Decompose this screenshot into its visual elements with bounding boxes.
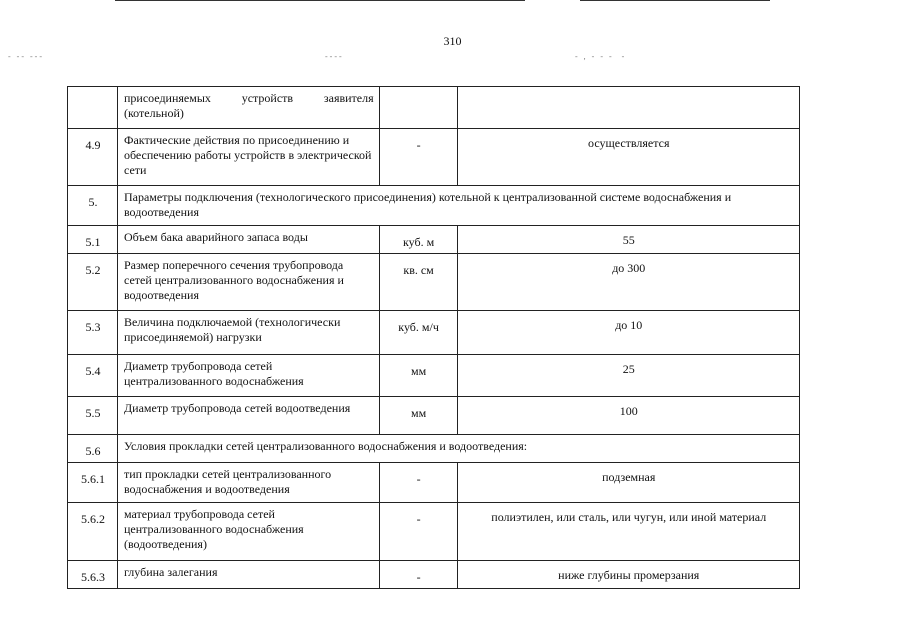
row-number: 5.6.3 bbox=[68, 561, 118, 589]
scan-edge-line bbox=[115, 0, 525, 1]
page-number: 310 bbox=[443, 34, 462, 48]
value-cell: осуществляется bbox=[457, 129, 799, 186]
parameter-name: присоединяемых устройств заявителя (котельной) bbox=[117, 87, 379, 129]
parameter-name: тип прокладки сетей централизованного водоснабжения и водоотведения bbox=[117, 463, 379, 503]
unit-cell bbox=[379, 87, 457, 129]
row-number: 5.6.1 bbox=[68, 463, 118, 503]
value-cell: до 10 bbox=[457, 311, 799, 355]
table-row bbox=[68, 87, 800, 129]
parameter-name: глубина залегания bbox=[117, 561, 379, 589]
table-row bbox=[68, 397, 800, 435]
table-row bbox=[68, 561, 800, 589]
unit-cell: - bbox=[379, 129, 457, 186]
unit-cell: кв. см bbox=[379, 254, 457, 311]
row-number: 5.3 bbox=[68, 311, 118, 355]
parameter-name: Величина подключаемой (технологически присоединяемой) нагрузки bbox=[117, 311, 379, 355]
row-number: 5.2 bbox=[68, 254, 118, 311]
value-cell: полиэтилен, или сталь, или чугун, или иной материал bbox=[457, 503, 799, 561]
parameter-name: Фактические действия по присоединению и обеспечению работы устройств в электрической сети bbox=[117, 129, 379, 186]
row-number: 5.1 bbox=[68, 226, 118, 254]
value-cell: подземная bbox=[457, 463, 799, 503]
table-row bbox=[68, 226, 800, 254]
row-number bbox=[68, 87, 118, 129]
section-row bbox=[68, 435, 800, 463]
unit-cell: мм bbox=[379, 397, 457, 435]
section-row bbox=[68, 186, 800, 226]
section-title: Параметры подключения (технологического присоединения) котельной к централизованной системе водоснабжения и водоотведения bbox=[117, 186, 799, 226]
value-cell bbox=[457, 87, 799, 129]
table-row bbox=[68, 129, 800, 186]
row-number: 5.6 bbox=[68, 435, 118, 463]
value-cell: 25 bbox=[457, 355, 799, 397]
unit-cell: куб. м bbox=[379, 226, 457, 254]
unit-cell: куб. м/ч bbox=[379, 311, 457, 355]
unit-cell: мм bbox=[379, 355, 457, 397]
row-number: 5.6.2 bbox=[68, 503, 118, 561]
value-cell: до 300 bbox=[457, 254, 799, 311]
scan-noise: - -- --- bbox=[8, 52, 44, 61]
unit-cell: - bbox=[379, 561, 457, 589]
table-row bbox=[68, 463, 800, 503]
parameter-name: Объем бака аварийного запаса воды bbox=[117, 226, 379, 254]
value-cell: 100 bbox=[457, 397, 799, 435]
parameter-name: Диаметр трубопровода сетей водоотведения bbox=[117, 397, 379, 435]
row-number: 4.9 bbox=[68, 129, 118, 186]
unit-cell: - bbox=[379, 463, 457, 503]
value-cell: ниже глубины промерзания bbox=[457, 561, 799, 589]
row-number: 5.4 bbox=[68, 355, 118, 397]
scan-noise: - , - - - - bbox=[575, 52, 627, 61]
table-row bbox=[68, 503, 800, 561]
parameter-name: Диаметр трубопровода сетей централизованного водоснабжения bbox=[117, 355, 379, 397]
parameter-name: Размер поперечного сечения трубопровода сетей централизованного водоснабжения и водоотведения bbox=[117, 254, 379, 311]
scan-edge-line bbox=[580, 0, 770, 1]
unit-cell: - bbox=[379, 503, 457, 561]
parameters-table bbox=[67, 86, 800, 589]
row-number: 5. bbox=[68, 186, 118, 226]
parameter-name: материал трубопровода сетей централизованного водоснабжения (водоотведения) bbox=[117, 503, 379, 561]
table-row bbox=[68, 254, 800, 311]
table-row bbox=[68, 355, 800, 397]
table-row bbox=[68, 311, 800, 355]
value-cell: 55 bbox=[457, 226, 799, 254]
scan-noise: ---- bbox=[325, 52, 344, 61]
row-number: 5.5 bbox=[68, 397, 118, 435]
section-title: Условия прокладки сетей централизованного водоснабжения и водоотведения: bbox=[117, 435, 799, 463]
